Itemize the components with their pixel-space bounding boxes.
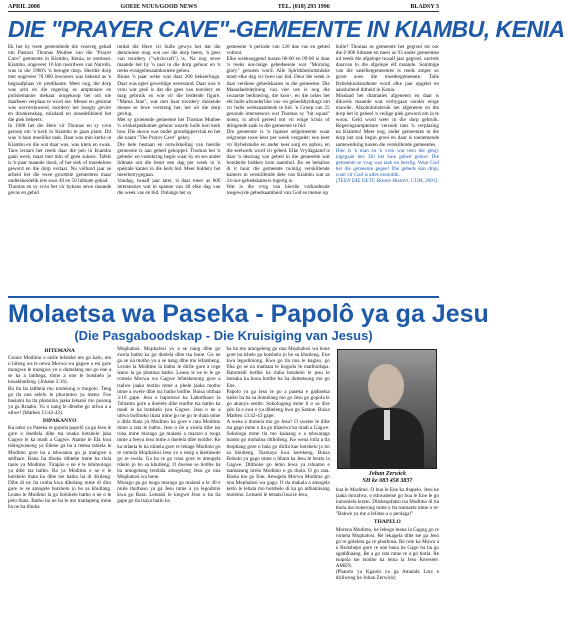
article1-paragraph: Misdaad het dramaties afgeneem en daar is dikwels maande wat verbygaan sonder enige moorde. Alkoholmisbruik het afgeneem en die dorp het in geheel 'n veilige plek geword om in te woon. Geld word weer in die dorp gebruik. Regeringsamptenare versoek tans 'n verplasing na Kiambu! Meer nog, ander gemeentes in die dorp het ook begin groei en daar is toenemende samewerking tussen die verskillende gemeentes. [335,92,439,148]
article1-source: [TEEN DIE GETY, Bennie Mostert, CUM, 2001]. [335,178,439,185]
article1-column-4 [336,44,439,292]
section-heading: DITEMANA [44,348,75,354]
article2-paragraph: Morago ga go tsoga morago ga malatsi a le 40 e nnile thuthoso ya ga Jesu mme a ya legodimo kwa go Rara. Letsatsi le longwe Jesu o tla tla gape go tla tsaya batlo ba [117,480,221,505]
article1-paragraph: totdat die Here vir hulle gewys het dat die demoniese mag wat oor die dorp heers, 'n gees van toordery ("witchcraft") is. Na nog sewe maande het hy 'n saal in die dorp gehuur en 'n reeks evangeliesaamkomste gehou. [117,44,221,75]
article1-paragraph: Die hele bestaan en ontwikkeling van hierdie gemeente is aan gebed gekoppel. Thomas het 'n gebeds- en vastekring begin waar hy en ses ander lidmate om die beurt een dag per week in 'n spesiale kamer in die kerk bid. Meer biddery het meerbetrygegaan. [117,141,221,178]
header-phone: TEL. (018) 293 1996 [277,4,330,10]
article2-paragraph: (Phatolo ya Kgaolo ya ga Amanda Lotz e dirilweng ke Johan Zerwick) [335,569,439,582]
article1-paragraph: Ek het by twee geleenthede die voorreg gehad om Pastoor Thomas Muthee van die "Prayer Cave" gemeente in Kiambu, Kenia, te ontmoet. Kiambu, ongeveer 16 km noordwes van Nairobi, was in die 1980's 'n berugte dorp. Hierdie dorp met ongeveer 70 000 inwoners was bekend as 'n begraafplaas vir predikante. Meer nog, die dorp was arm en die regering se amptenare en polisiemanne mekaar omgekoop het om nie daarheen verplaas te word nie. Mense en gesinne was oorverdowend, toordery het hoogty gevier en dronkenskap, misdaad en onsedelikheid het die plek beheers. [8,44,112,124]
photo-person-head [368,364,404,408]
article2-subtitle: (Die Pasgaboodskap - Die Kruisiging van Jesus) [74,328,373,343]
article2-paragraph: Gonne Modimo o ratile lefatshe mo go kalo, mo o bileng wa le newa Morwa wa gagwe o esi gore mongwe le mongwe yo o dumelang mo go ene a se ka a latlhega, mme a nne le botshelo jo bosakhutleng. (Johane 3:16). [8,355,112,386]
article1-paragraph: In 1988 het die Here vir Thomas en sy vrou geroep om 'n kerk in Kiambu te gaan plant. Dit was 'n baie moeilike taak. Daar was min kerke in Kiambu en die wat daar was, was klein en swak. Tans leraars het reeds daar die pen in Kiambu gaan werk, maar met min of geen sukses. Tafels is 'n paar maande dood, of het siek of moedeloos geword en die dorp verlaat. Nu volhard jaar se arbeid het die twee groottste gemeentes maar onderskeidelik iets soos 40 en 50 lidmate gehad. [8,123,112,185]
article2-paragraph: bua le Modimo. O bua le Ene ka thapelo. Jesu ke jaaka moralwa, o tshwanetse go bua le Ene le go inmonlela lerato. Ditsheqafatso tsa Modimo di tla thola mo bokerong mme o tla tsamaela mme o re: "Bakwe ya me a lefatse a o peolaga!" [335,487,439,518]
header-page-number: BLADSY 3 [410,4,439,10]
article1-column-2 [117,44,220,292]
article1-title: DIE "PRAYER CAVE"-GEMEENTE IN KIAMBU, KENIA [8,16,565,42]
article1-paragraph: Binne 'n paar weke was daar 200 bekeerlinge. Daar was egter geweldige weerstand. Daar was 'n vrou wat gesê is dat die gees van toordery en mag gebruik en wie vir die leidende figure. "Mama Jane", wat met haar toordery duisende mense se lewe vernietig het, het uit die dorp gevlug. [117,74,221,118]
header-publication: GOEIE NUUS/GOOD NEWS [120,4,198,10]
article-divider [8,296,439,298]
article1-paragraph: gemeente 'n periode van 120 dae vas en gebed voltooi. [226,44,330,57]
article1-paragraph: Elke weeksoggend tussen 06:00 en 09:00 is daar 'n reeks uur-lange gebedsessie wat "Morning glory" genoem word. Alle Spiritkbesluitstukke moet elke dag vir twee uur bid. Deur die week is daar verskeie gebedskasies in die gemeente. Die Maandaebderining van vier ure is nog die swaarste bedinering, die koor-, en die orkes het elk hulle afsonderlike vas- en gebedsbytdings om vir hulle werksaamhede te bid. 'n Groep van 25 gesonde intersessors wat Thomas sy "hit squad" noem, is altyd gereed om vir enige krisis of dringende saak in die gemeente te bid. [226,56,330,130]
article1-paragraph: hulle? Thomas se gemeente het gegroei tot oor die 6 000 lidmate en meer as 93 ander gemeentes uit reeds die afgelope twaalf jaar gegroei, oortrek daarvan in die afgelope elf maande. Sommige van die satellietgemeentes is reeds amper so groot soos die moedergemeente. Talle Bybelskoolstudente word elke jaar opgelei en aansluitend ditheid in Kenia. [335,44,439,93]
article1-column-1 [8,44,111,292]
author-photo [337,349,437,469]
article2-paragraph: Morena Modimo, ke lebogo leana la Gagog go re romela Mophalosi. Re lekagela dibe tse ga Jesu go re goleleta ga re phothosa. Re rute ka Mowa a o Boitshepo gore re nne bana ba Gago ba ba go sgathlhaang. Re a go rata mme re a go tlotla. Re tsopola tse tsotlhe ka leina la Jesu Keresete. AMEN. [335,526,439,570]
article2-paragraph: Papolo ya ga Jesu le go a paseka e gadisetsa batho ba ba sa dumelang mo go Jesu go gopola le go akanya sentle. Sokologang mme li o sa dire jalo fa o swa o ya diheleng kwa go Satane. Buisa Matheo 13:42-43 gape. [226,388,330,420]
article2-paragraph: A wena o dumela mo go Jesu? O swetse le dibe tsa gago mme o tla go tlhatswa ka madi a Gagwe. Sokologa mme tla mo kalaang e a tshwaraga maoto go mohaloa dithofeng. Ke wena lotla a tla thophang gore o bala go dirila kae botshelo jo bo sa khutleng. Tsamaya kwa kerekeng. Buisa Bobolo ya gago mme o lthuta ka Jesu le lerato la Gagwe. Dltlhoke go lemo lewa ya tshiamo e tsamaeang tirelo Modimo o go thola. O go rata. Boola mo go Ene. Amogela Morwa Modimo go nna Mophalosi wa gago. O tla makala a amogela ketlo le lebala mo botshelo di ka go atlhamisang molemo. Letsatsi le letsatsi bua le Jesu, [226,419,330,499]
article2-column-4 [336,346,439,634]
article2-column-3 [227,346,330,634]
article2-title: Molaetsa wa Paseka - Papolô ya ga Jesu [8,300,489,328]
article2-body [8,346,439,634]
header-date: APRIL 2008 [8,4,40,10]
article2-paragraph: Mophalosi. Mophalosi yo a se nang dibe go swela batho ka go duelela dibe tsa bone. Go ne go se na motho yo a se nang dibe mo lefatsheng. Lerato la Modimo la batho le dirile gore a roge leano la go photosa batho. Leano le ne le le go romela Morwa wa Gagwe lefatshenong gore a tsalwe jaaka motho mme a phele jaaka motho mme a swele dibe tsa batho botlhe. Buisa oitlhaa 3:16 gape. Jesu o bapotswe ka Labotlhano la Tshiamo gore a duelele dibe tsotlhe tsa batho ka madi le ka botshelo jwa Gagwe. Jesu o ne a utlwa botlhoko thata mme go ne go le thata mme a ditla thata ya Modimo ka gore o rata Modimo mme a rata le batho. Jesu o ile a swela dibe tsa rona mme morago ga malatsi a mararo a tsoga mme a feeya loso mme a duelela dibe tsotlhe. Ke ka ntlaela le ka ntlaela gore re lebage Modimo go re romela Mophalosi Jesu yo o neng a ikemisede go re swela. Ga ba re go rona gore re amogela tshelo jo bo sa khutleng. O dweise se botlhe ba ba amogelang teotlala amogelang Jesu go nna Mophalosi wa bone. [117,346,221,480]
article1-paragraph: Met sy groeiende gemeente het Thomas Muthee 'n winkelpakkamer gehuur waarin hulle kon kerk hou. Die skoon was onder grondoppervlak en het die naam "The Prayer Cave" gekry. [117,117,221,142]
section-heading: THAPELO [373,519,401,526]
article1-paragraph: Vandag, twaalf jaar later, is daar meer as 600 intersessies wat in spanne van 40 elke dag van die week vas en bid. Onlangs het sy [117,178,221,197]
article1-paragraph: Die gemeente is 'n lopiese selgemeente waar selgroepe twee keer per week vergader; een keer vir Bybelstudie en ander keer sorg en opbou, en die seelwerk word vir gebed. Elke Vrydagaand is daar 'n deurnag van gebed in die gemeente wat honderde bidders kom saamhol. Bo en behalwe di it huur die gemeente twintig verskillende kamers in verskillende dele van Kiambu wat as 24-uur-gebedskamers ingerig is. [226,129,330,185]
photo-person-tie [384,410,390,440]
photo-caption-phone: SH ke 083 458 3837 [362,478,413,484]
article2-column-2 [117,346,220,634]
article2-paragraph: ba ba mo amogeleng go nna Mophalosi wa bone gore ba tshele ga botshelo jo bo sa khutleng. Ene kwa legodimong. Kwa go tla nna le kagiso, go fiha go se na mathata le bogodu le matlhotlapa. Batumedi botlhe ba tlaba botshelo le jesu le batsaka ka bona botlhe ba ba dumetsong mo go Ene. [226,346,330,389]
article1-column-3 [227,44,330,292]
article2-paragraph: Ka nako ya Paseka re gopola papolô ya ga Jesu le gore o duetlela dibe tsa onaka botshelo jaka Gagwe le ka madi a Gagwe. Atame le Efa kwa tshingwaneng ya Edene ga ba a reetsa tshiela le Modimo gore ba a tshwanna go ja mangwe a setlhare. Bana ba tlhoka dibtebe mme ba tlola taolo ya Modimo. Tirapâo e ne e le tshimologo ya dibe tsa batho. Ba ya Modimo e ne e le botshelo thata ka dibe tse batho ba di dirileng. Dibe di ne ila roitha kwa dihelang mme di diro gore re se amogele botshelo jo bo sa khutlang. Leano le Modimo la go bolokele batho o ne o le pelo thata. Batho ba ne ba le mo matlapeng mme ba ne ba tlhoka [8,425,112,511]
photo-caption-name: Johan Zerwick [368,471,406,477]
article1-paragraph: Wat is die vrug van hierdie volhardende toegewyde gebedsaamheid van God se mense op [226,184,330,197]
section-heading: DIPAKANYO [42,418,77,425]
article1-paragraph: Thomas en sy vrou het vir bykans sewe maande gevas en gebid [8,184,112,197]
article2-paragraph: Ba tla ba latlhela mo molelong o mogolo. Teng go tla nna selelo le phuruntso ya meno. Foo basiami ba tla phatsima jaaka letsatsi mo pusong ya ga Rraabo. Yo o nang le ditsebe go utlwa a a utlwe! (Matheo 13:42-43). [8,385,112,416]
article1-body [8,44,439,292]
article2-column-1 [8,346,111,634]
newspaper-page [8,4,565,636]
page-header [8,4,439,12]
article1-paragraph: Hier is 'n man en 'n vrou wat teen die genjy ingegaan het. Dit het baie gebed gekos! Die gemeente se vrug was tank en heerlig. Waar God het die gemeente gegee! Die gebeds kan drup, want vir God is alles moontlik. [335,147,439,178]
